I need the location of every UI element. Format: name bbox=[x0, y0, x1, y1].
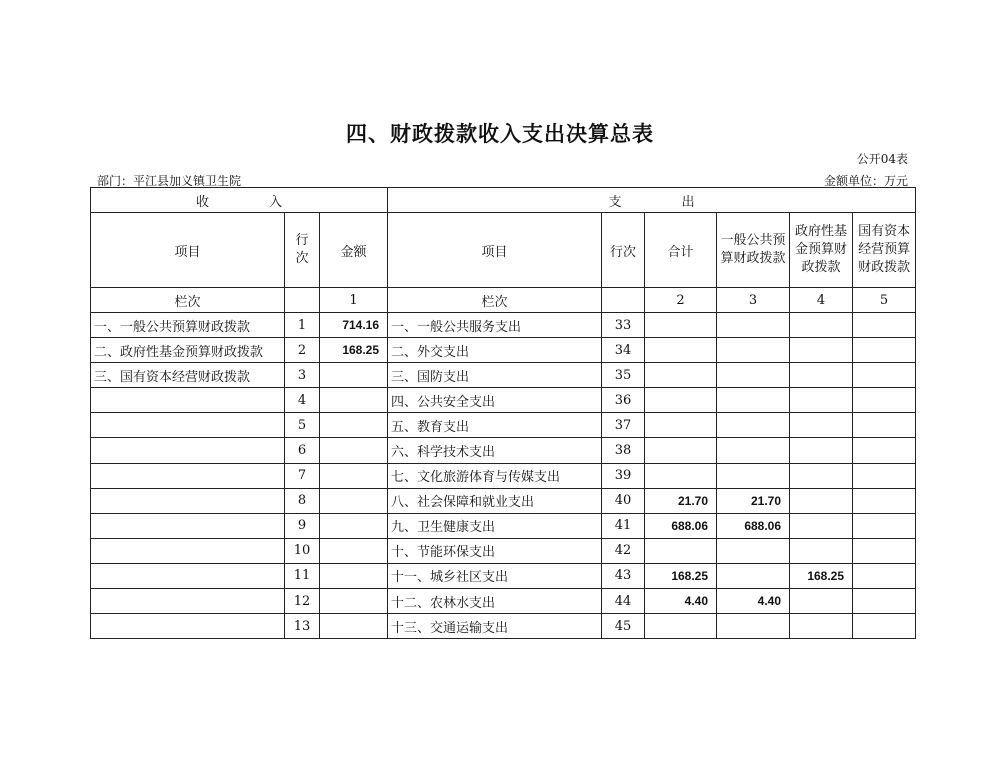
expense-row-no-cell: 45 bbox=[602, 614, 645, 639]
table-row bbox=[91, 388, 916, 413]
income-item-cell bbox=[91, 488, 285, 513]
state-capital-amount-cell bbox=[853, 438, 916, 463]
expense-row-no-cell: 35 bbox=[602, 363, 645, 388]
table-row bbox=[91, 513, 916, 538]
state-capital-amount-cell bbox=[853, 338, 916, 363]
state-capital-amount-cell bbox=[853, 463, 916, 488]
expense-item-cell: 十三、交通运输支出 bbox=[388, 614, 602, 639]
general-budget-amount-cell: 4.40 bbox=[717, 589, 790, 614]
expense-row-no-cell: 36 bbox=[602, 388, 645, 413]
income-amount-cell: 168.25 bbox=[320, 338, 388, 363]
page-title: 四、财政拨款收入支出决算总表 bbox=[346, 121, 654, 146]
income-item-cell bbox=[91, 513, 285, 538]
expense-row-no-cell: 44 bbox=[602, 589, 645, 614]
gov-fund-amount-cell bbox=[790, 413, 853, 438]
expense-row-no-cell: 41 bbox=[602, 513, 645, 538]
expense-item-cell: 十一、城乡社区支出 bbox=[388, 563, 602, 588]
expense-item-cell: 七、文化旅游体育与传媒支出 bbox=[388, 463, 602, 488]
income-amount-cell bbox=[320, 363, 388, 388]
income-item-cell: 三、国有资本经营财政拨款 bbox=[91, 363, 285, 388]
expense-item-cell: 三、国防支出 bbox=[388, 363, 602, 388]
income-row-no-cell: 12 bbox=[285, 589, 320, 614]
state-capital-amount-cell bbox=[853, 388, 916, 413]
gov-fund-amount-cell bbox=[790, 589, 853, 614]
expense-item-cell: 十、节能环保支出 bbox=[388, 538, 602, 563]
general-budget-amount-cell bbox=[717, 338, 790, 363]
column-index-5: 5 bbox=[853, 288, 916, 313]
gov-fund-amount-cell bbox=[790, 513, 853, 538]
income-amount-cell bbox=[320, 563, 388, 588]
state-capital-amount-cell bbox=[853, 538, 916, 563]
column-index-2: 2 bbox=[645, 288, 717, 313]
expense-row-no-cell: 33 bbox=[602, 313, 645, 338]
income-amount-cell bbox=[320, 488, 388, 513]
total-amount-cell bbox=[645, 438, 717, 463]
state-capital-amount-cell bbox=[853, 488, 916, 513]
expense-item-cell: 四、公共安全支出 bbox=[388, 388, 602, 413]
expense-row-no-header: 行次 bbox=[602, 213, 645, 288]
income-amount-cell: 714.16 bbox=[320, 313, 388, 338]
total-header: 合计 bbox=[645, 213, 717, 288]
total-amount-cell bbox=[645, 463, 717, 488]
state-capital-amount-cell bbox=[853, 313, 916, 338]
table-row bbox=[91, 338, 916, 363]
gov-fund-amount-cell bbox=[790, 538, 853, 563]
table-row bbox=[91, 614, 916, 639]
income-item-cell bbox=[91, 463, 285, 488]
expense-item-cell: 五、教育支出 bbox=[388, 413, 602, 438]
income-row-no-cell: 4 bbox=[285, 388, 320, 413]
income-row-no-header: 行 次 bbox=[285, 213, 320, 288]
gov-fund-amount-cell bbox=[790, 488, 853, 513]
gov-fund-amount-cell: 168.25 bbox=[790, 563, 853, 588]
income-item-cell bbox=[91, 538, 285, 563]
income-row-no-cell: 3 bbox=[285, 363, 320, 388]
expense-row-no-cell: 37 bbox=[602, 413, 645, 438]
general-budget-amount-cell bbox=[717, 438, 790, 463]
income-item-cell bbox=[91, 563, 285, 588]
column-index-4: 4 bbox=[790, 288, 853, 313]
state-capital-amount-cell bbox=[853, 563, 916, 588]
total-amount-cell bbox=[645, 413, 717, 438]
gov-fund-amount-cell bbox=[790, 614, 853, 639]
total-amount-cell bbox=[645, 363, 717, 388]
gov-fund-amount-cell bbox=[790, 438, 853, 463]
income-amount-cell bbox=[320, 438, 388, 463]
expense-item-cell: 九、卫生健康支出 bbox=[388, 513, 602, 538]
budget-summary-table bbox=[90, 187, 916, 639]
state-capital-amount-cell bbox=[853, 363, 916, 388]
gov-fund-amount-cell bbox=[790, 388, 853, 413]
income-row-no-cell: 7 bbox=[285, 463, 320, 488]
table-row bbox=[91, 463, 916, 488]
column-index-label: 栏次 bbox=[388, 288, 602, 313]
expense-item-cell: 十二、农林水支出 bbox=[388, 589, 602, 614]
state-capital-header: 国有资本经营预算财政拨款 bbox=[853, 213, 916, 288]
income-section-header: 收 入 bbox=[91, 188, 388, 213]
general-budget-amount-cell bbox=[717, 313, 790, 338]
income-item-header: 项目 bbox=[91, 213, 285, 288]
form-number: 公开04表 bbox=[856, 152, 908, 166]
total-amount-cell bbox=[645, 338, 717, 363]
income-amount-cell bbox=[320, 388, 388, 413]
income-item-cell bbox=[91, 589, 285, 614]
table-row bbox=[91, 438, 916, 463]
total-amount-cell bbox=[645, 313, 717, 338]
income-amount-cell bbox=[320, 413, 388, 438]
income-item-cell bbox=[91, 438, 285, 463]
income-item-cell: 二、政府性基金预算财政拨款 bbox=[91, 338, 285, 363]
expense-row-no-cell: 43 bbox=[602, 563, 645, 588]
state-capital-amount-cell bbox=[853, 589, 916, 614]
income-amount-header: 金额 bbox=[320, 213, 388, 288]
expense-row-no-cell: 40 bbox=[602, 488, 645, 513]
expense-section-header: 支 出 bbox=[388, 188, 916, 213]
total-amount-cell bbox=[645, 614, 717, 639]
income-item-cell bbox=[91, 413, 285, 438]
total-amount-cell: 4.40 bbox=[645, 589, 717, 614]
expense-row-no-cell: 34 bbox=[602, 338, 645, 363]
table-row bbox=[91, 488, 916, 513]
income-row-no-cell: 9 bbox=[285, 513, 320, 538]
state-capital-amount-cell bbox=[853, 513, 916, 538]
income-amount-cell bbox=[320, 538, 388, 563]
table-row bbox=[91, 363, 916, 388]
income-item-cell bbox=[91, 614, 285, 639]
column-index-blank bbox=[285, 288, 320, 313]
general-budget-amount-cell bbox=[717, 413, 790, 438]
general-budget-amount-cell: 688.06 bbox=[717, 513, 790, 538]
expense-row-no-cell: 42 bbox=[602, 538, 645, 563]
income-row-no-cell: 8 bbox=[285, 488, 320, 513]
income-row-no-cell: 13 bbox=[285, 614, 320, 639]
general-budget-amount-cell bbox=[717, 463, 790, 488]
general-budget-header: 一般公共预算财政拨款 bbox=[717, 213, 790, 288]
income-row-no-cell: 5 bbox=[285, 413, 320, 438]
general-budget-amount-cell bbox=[717, 614, 790, 639]
income-amount-cell bbox=[320, 513, 388, 538]
general-budget-amount-cell bbox=[717, 388, 790, 413]
general-budget-amount-cell bbox=[717, 563, 790, 588]
income-amount-cell bbox=[320, 614, 388, 639]
table-row bbox=[91, 538, 916, 563]
income-row-no-cell: 11 bbox=[285, 563, 320, 588]
expense-row-no-cell: 38 bbox=[602, 438, 645, 463]
gov-fund-header: 政府性基金预算财政拨款 bbox=[790, 213, 853, 288]
gov-fund-amount-cell bbox=[790, 363, 853, 388]
expense-item-cell: 八、社会保障和就业支出 bbox=[388, 488, 602, 513]
expense-item-cell: 一、一般公共服务支出 bbox=[388, 313, 602, 338]
column-index-3: 3 bbox=[717, 288, 790, 313]
income-item-cell: 一、一般公共预算财政拨款 bbox=[91, 313, 285, 338]
department-label: 部门：平江县加义镇卫生院 bbox=[97, 174, 242, 188]
income-row-no-cell: 10 bbox=[285, 538, 320, 563]
total-amount-cell: 168.25 bbox=[645, 563, 717, 588]
table-row bbox=[91, 413, 916, 438]
total-amount-cell bbox=[645, 538, 717, 563]
general-budget-amount-cell bbox=[717, 363, 790, 388]
income-item-cell bbox=[91, 388, 285, 413]
state-capital-amount-cell bbox=[853, 614, 916, 639]
expense-row-no-cell: 39 bbox=[602, 463, 645, 488]
general-budget-amount-cell: 21.70 bbox=[717, 488, 790, 513]
column-index-1: 1 bbox=[320, 288, 388, 313]
state-capital-amount-cell bbox=[853, 413, 916, 438]
table-row bbox=[91, 589, 916, 614]
income-row-no-cell: 2 bbox=[285, 338, 320, 363]
expense-item-header: 项目 bbox=[388, 213, 602, 288]
expense-item-cell: 二、外交支出 bbox=[388, 338, 602, 363]
total-amount-cell bbox=[645, 388, 717, 413]
general-budget-amount-cell bbox=[717, 538, 790, 563]
column-index-blank bbox=[602, 288, 645, 313]
table-row bbox=[91, 563, 916, 588]
column-index-label: 栏次 bbox=[91, 288, 285, 313]
total-amount-cell: 688.06 bbox=[645, 513, 717, 538]
income-amount-cell bbox=[320, 463, 388, 488]
income-row-no-cell: 1 bbox=[285, 313, 320, 338]
income-amount-cell bbox=[320, 589, 388, 614]
total-amount-cell: 21.70 bbox=[645, 488, 717, 513]
gov-fund-amount-cell bbox=[790, 463, 853, 488]
amount-unit-label: 金额单位：万元 bbox=[823, 174, 908, 188]
income-row-no-cell: 6 bbox=[285, 438, 320, 463]
table-row bbox=[91, 313, 916, 338]
gov-fund-amount-cell bbox=[790, 338, 853, 363]
expense-item-cell: 六、科学技术支出 bbox=[388, 438, 602, 463]
gov-fund-amount-cell bbox=[790, 313, 853, 338]
